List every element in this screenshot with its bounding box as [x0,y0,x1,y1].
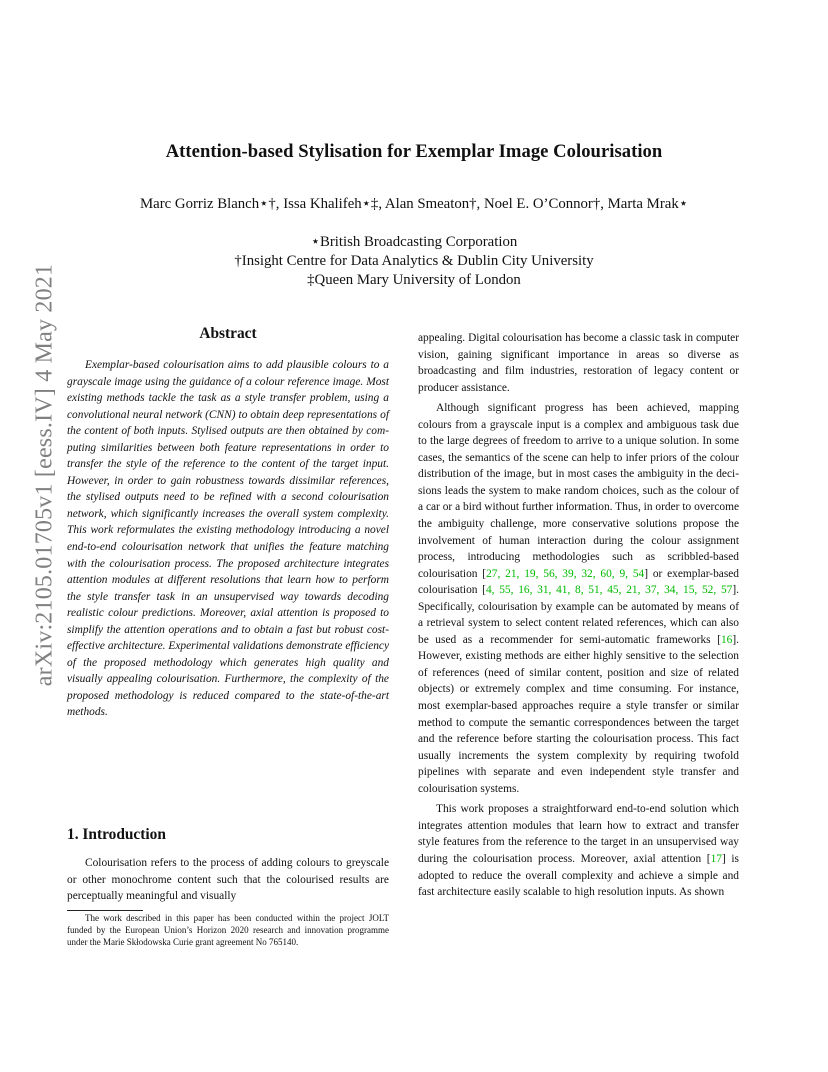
citation-group-3[interactable]: 16 [720,633,733,646]
paragraph-2-text-a: Although significant progress has been achieved, mapping colours from a grayscale input is a complex and ambiguous task due to the large degrees of freedom to arrive to a unique solution. In some cases, the semantics of the scene can help to infer priors of the colour distribution of the image, but in most cases the ambiguity in the decisions leads the system to make random choices, such as the colour of a car or a bird without further information. Thus, in order to overcome the ambiguity challenge, more conservative solutions propose the involvement of human interaction during the colour assignment process, introducing methodologies such as scribbled-based colourisation [ [418,402,739,580]
footnote-rule [67,910,143,911]
paragraph-3-text-a: This work proposes a straightforward end-to-end solution which integrates attention modules that learn how to extract and transfer style features from the reference to the target in an unsupervised way during the colourisation process. Moreover, axial attention [ [418,803,739,865]
abstract-heading: Abstract [199,325,257,342]
affiliation-insight-dcu: †Insight Centre for Data Analytics & Dublin City University [234,253,594,269]
paragraph-2-text-c: ]. Specifically, colourisation by example can be automated by means of a retrieval system to select content related references, which can also be used as a recommender for semi-automatic frameworks [ [418,584,739,646]
right-column [418,330,739,905]
paragraph-2-text-d: ]. However, existing methods are either highly sensitive to the selection of references (need of similar content, position and size of related objects) or extremely complex and time consuming. For instance, most exemplar-based approaches require a style transfer or similar method to compute the semantic correspondences between the target and the reference before starting the colourisation process. This fact usually increments the system complexity by requiring twofold pipelines with separate and even independent style transfer and colourisation systems. [418,633,739,795]
introduction-heading: 1. Introduction [67,826,166,843]
arxiv-identifier: arXiv:2105.01705v1 [eess.IV] 4 May 2021 [31,263,58,687]
paper-title: Attention-based Stylisation for Exemplar Image Colourisation [165,141,663,162]
paragraph-2-text-b: ] or exemplar-based colourisation [ [418,567,740,597]
left-column [67,325,389,721]
introduction-text: Colourisation refers to the process of adding colours to greyscale or other monochrome content such that the colourised results are perceptually meaningful and visually [67,857,389,903]
abstract-text: Exemplar-based colourisation aims to add plausible colours to a grayscale image using the guidance of a colour reference image. Most existing methods tackle the task as a style transfer problem, using a convolutional neural network (CNN) to obtain deep representations of the content of both inputs. Stylised outputs are then obtained by computing similarities between both feature representations in order to transfer the style of the reference to the content of the target input. However, in order to gain robustness towards dissimilar references, the stylised outputs need to be refined with a second colourisation network, which significantly increases the overall system complexity. This work reformulates the existing methodology introducing a novel end-to-end colourisation network that unifies the feature matching with the colourisation process. The proposed architecture integrates attention modules at different resolutions that learn how to perform the style transfer task in an unsupervised way towards decoding realistic colour predictions. Moreover, axial attention is proposed to simplify the attention operations and to obtain a fast but robust cost-effective architecture. Experimental validations demonstrate efficiency of the proposed methodology which generates high quality and visually appealing colourisation. Furthermore, the complexity of the proposed methodology is reduced compared to the state-of-the-art methods. [67,359,389,719]
funding-footnote: The work described in this paper has been conducted within the project JOLT funded by the European Union’s Horizon 2020 research and innovation programme under the Marie Skłodowska Curie grant agreement No 765140. [67,913,389,948]
body-paragraph-1: appealing. Digital colourisation has become a classic task in computer vision, gaining significant importance in areas so diverse as broadcasting and film industries, restoration of legacy content or producer assistance. [418,332,739,394]
citation-group-4[interactable]: 17 [710,852,722,865]
citation-group-1[interactable]: 27, 21, 19, 56, 39, 32, 60, 9, 54 [486,567,645,580]
affiliation-bbc: ⋆British Broadcasting Corporation [310,234,518,250]
paragraph-3-text-b: ] is adopted to reduce the overall complexity and achieve a simple and fast architecture easily scalable to high resolution inputs. As shown [418,852,739,899]
citation-group-2[interactable]: 4, 55, 16, 31, 41, 8, 51, 45, 21, 37, 34, 15, 52, 57 [485,584,733,597]
body-paragraph-3 [418,801,739,900]
affiliation-qmul: ‡Queen Mary University of London [307,272,521,288]
author-list: Marc Gorriz Blanch⋆†, Issa Khalifeh⋆‡, Alan Smeaton†, Noel E. O’Connor†, Marta Mrak⋆ [139,196,688,212]
body-paragraph-2 [418,400,739,797]
